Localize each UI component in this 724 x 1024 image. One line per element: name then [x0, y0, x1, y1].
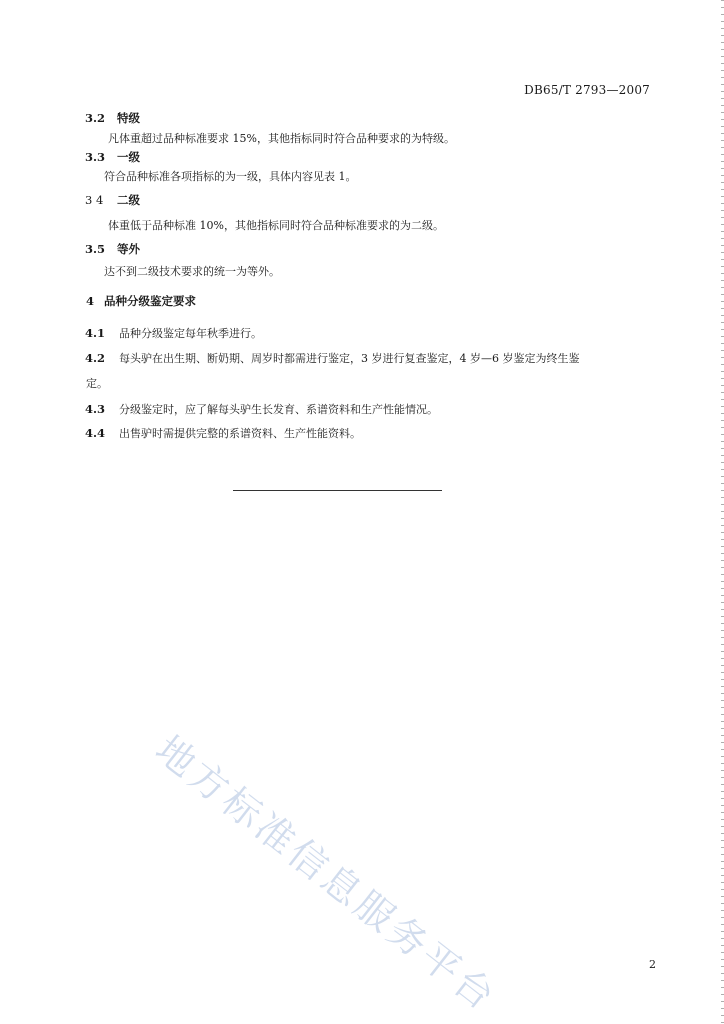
clause-text: 凡体重超过品种标准要求 15%，其他指标同时符合品种要求的为特级。: [108, 132, 455, 145]
clause-title: 一级: [117, 150, 140, 164]
item-text: 出售驴时需提供完整的系谱资料、生产性能资料。: [119, 427, 361, 440]
section-number: 4: [86, 294, 95, 308]
clause-title: 特级: [117, 111, 140, 125]
clause-number: 3 4: [85, 193, 104, 207]
document-code: DB65/T 2793—2007: [524, 83, 650, 97]
clause-title: 二级: [117, 193, 140, 207]
clause-text: 达不到二级技术要求的统一为等外。: [104, 265, 280, 278]
item-number: 4.1: [85, 326, 106, 340]
item-text: 分级鉴定时，应了解每头驴生长发育、系谱资料和生产性能情况。: [119, 403, 438, 416]
item-text: 品种分级鉴定每年秋季进行。: [119, 327, 262, 340]
clause-title: 等外: [117, 242, 140, 256]
clause-number: 3.3: [85, 150, 106, 164]
clause-text: 体重低于品种标准 10%，其他指标同时符合品种标准要求的为二级。: [108, 219, 444, 232]
item-text: 每头驴在出生期、断奶期、周岁时都需进行鉴定，3 岁进行复查鉴定，4 岁—6 岁鉴定为终生鉴: [119, 352, 580, 365]
clause-number: 3.5: [85, 242, 106, 256]
item-number: 4.4: [85, 426, 106, 440]
page-number: 2: [649, 958, 656, 971]
item-number: 4.2: [85, 351, 106, 365]
clause-text: 符合品种标准各项指标的为一级，具体内容见表 1。: [104, 170, 357, 183]
clause-number: 3.2: [85, 111, 106, 125]
item-text-continuation: 定。: [86, 377, 108, 390]
end-rule: [233, 490, 442, 491]
section-title: 品种分级鉴定要求: [104, 294, 196, 308]
item-number: 4.3: [85, 402, 106, 416]
watermark: 地方标准信息服务平台: [147, 727, 506, 1021]
